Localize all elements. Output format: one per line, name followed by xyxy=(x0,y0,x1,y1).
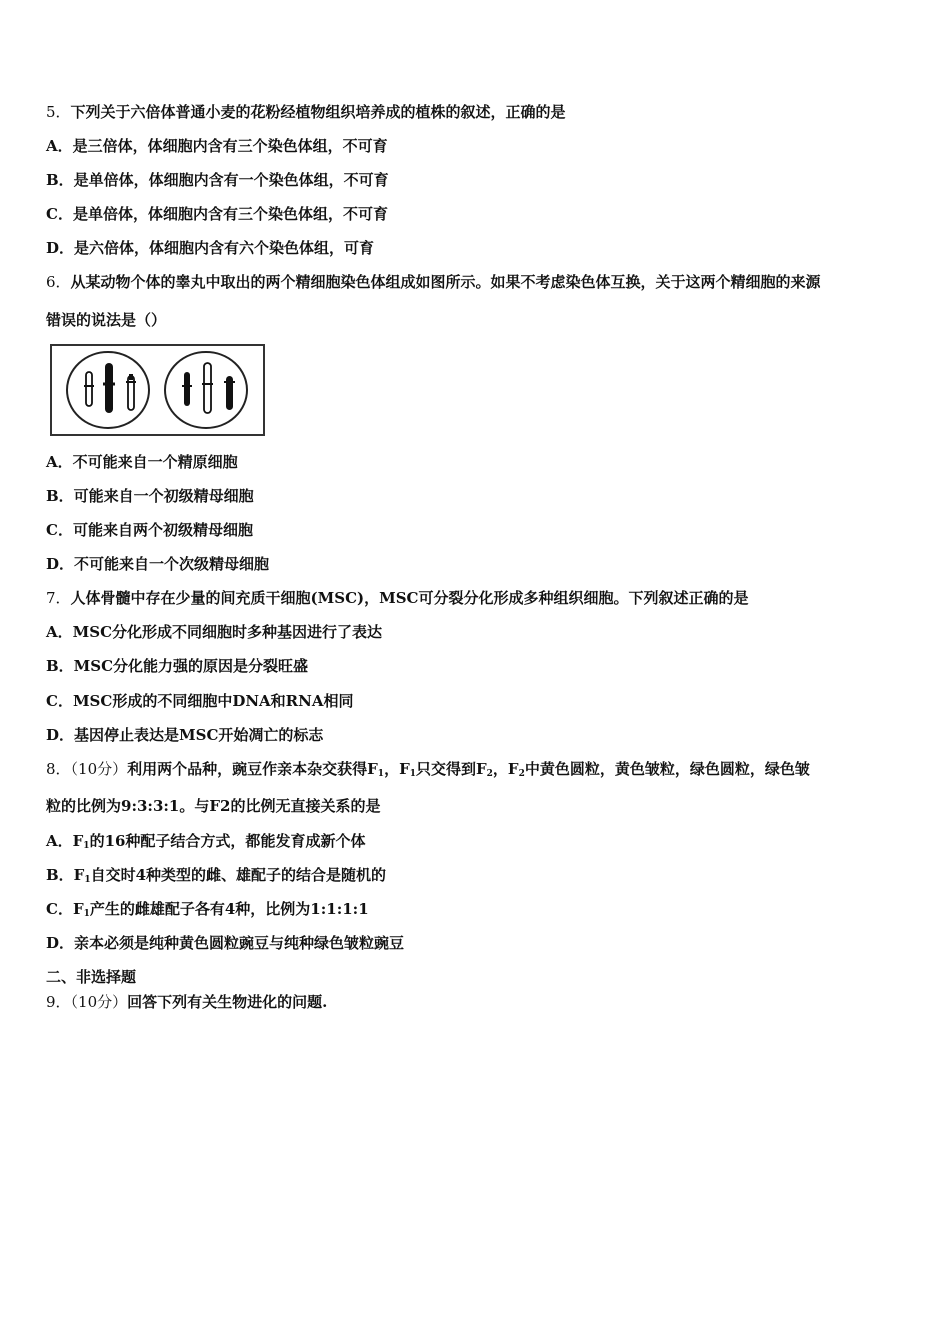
cell1-chromosome-1 xyxy=(84,372,94,406)
q8-stem-line2: 粒的比例为9:3:3:1。与F2的比例无直接关系的是 xyxy=(46,797,381,815)
q8-text-d: ，F xyxy=(492,760,519,778)
q8-number: 8．（10分） xyxy=(46,760,128,778)
q7-number: 7． xyxy=(46,589,71,607)
q8-option-c-text: 产生的雌雄配子各有4种，比例为1:1:1:1 xyxy=(89,900,369,918)
q8-text-e: 中黄色圆粒，黄色皱粒，绿色圆粒，绿色皱 xyxy=(524,760,810,778)
q6-option-c: C．可能来自两个初级精母细胞 xyxy=(46,521,253,539)
q6-option-d: D．不可能来自一个次级精母细胞 xyxy=(46,555,270,573)
q8-text-a: 利用两个品种，豌豆作亲本杂交获得F xyxy=(127,760,378,778)
q8-option-d: D．亲本必须是纯种黄色圆粒豌豆与纯种绿色皱粒豌豆 xyxy=(46,934,405,952)
q6-stem-line2: 错误的说法是（） xyxy=(46,311,167,329)
q7-stem-text: 人体骨髓中存在少量的间充质干细胞(MSC)，MSC可分裂分化形成多种组织细胞。下列叙述正确的是 xyxy=(70,589,749,607)
q8-option-a-text: 的16种配子结合方式，都能发育成新个体 xyxy=(89,832,366,850)
q8-option-b-label: B．F xyxy=(46,866,85,884)
q8-text-b: ，F xyxy=(384,760,410,778)
q8-option-c xyxy=(46,898,910,920)
q5-stem-text: 下列关于六倍体普通小麦的花粉经植物组织培养成的植株的叙述，正确的是 xyxy=(70,103,566,121)
q5-option-d: D．是六倍体，体细胞内含有六个染色体组，可育 xyxy=(46,239,375,257)
q6-stem-line1 xyxy=(46,271,910,293)
q6-option-b: B．可能来自一个初级精母细胞 xyxy=(46,487,254,505)
q8-option-a xyxy=(46,830,910,852)
q5-stem xyxy=(46,101,910,123)
q7-option-d: D．基因停止表达是MSC开始凋亡的标志 xyxy=(46,726,324,744)
q9-number: 9．（10分） xyxy=(46,993,128,1011)
q8-option-b-text: 自交时4种类型的雌、雄配子的结合是随机的 xyxy=(90,866,387,884)
q8-text-c: 只交得到F xyxy=(415,760,487,778)
q7-option-a: A．MSC分化形成不同细胞时多种基因进行了表达 xyxy=(46,623,383,641)
subscript: 1 xyxy=(409,769,416,779)
q5-option-a: A．是三倍体，体细胞内含有三个染色体组，不可育 xyxy=(46,137,388,155)
cell2-chromosome-2 xyxy=(202,363,213,413)
q7-option-c: C．MSC形成的不同细胞中DNA和RNA相同 xyxy=(46,692,354,710)
q8-option-b xyxy=(46,864,910,886)
subscript: 1 xyxy=(84,875,91,885)
q7-option-b: B．MSC分化能力强的原因是分裂旺盛 xyxy=(46,657,309,675)
q9-stem-text: 回答下列有关生物进化的问题. xyxy=(127,993,328,1011)
sperm-cell-chromosome-figure xyxy=(50,344,266,438)
subscript: 1 xyxy=(83,909,90,919)
q5-option-c: C．是单倍体，体细胞内含有三个染色体组，不可育 xyxy=(46,205,388,223)
q6-stem-text1: 从某动物个体的睾丸中取出的两个精细胞染色体组成如图所示。如果不考虑染色体互换，关于这两个精细胞的来源 xyxy=(70,273,821,291)
subscript: 2 xyxy=(518,769,525,779)
q5-option-b: B．是单倍体，体细胞内含有一个染色体组，不可育 xyxy=(46,171,389,189)
q9-stem xyxy=(46,991,910,1013)
q6-option-a: A．不可能来自一个精原细胞 xyxy=(46,453,238,471)
subscript: 1 xyxy=(377,769,385,779)
cell1-chromosome-3 xyxy=(126,374,136,410)
q8-option-c-label: C．F xyxy=(46,900,84,918)
subscript: 1 xyxy=(83,841,90,851)
q5-number: 5． xyxy=(46,103,71,121)
section-title: 二、非选择题 xyxy=(46,968,137,986)
q8-stem-line1 xyxy=(46,758,910,780)
q8-option-a-label: A．F xyxy=(46,832,84,850)
subscript: 2 xyxy=(486,769,493,779)
q6-number: 6． xyxy=(46,273,71,291)
q7-stem xyxy=(46,587,910,609)
